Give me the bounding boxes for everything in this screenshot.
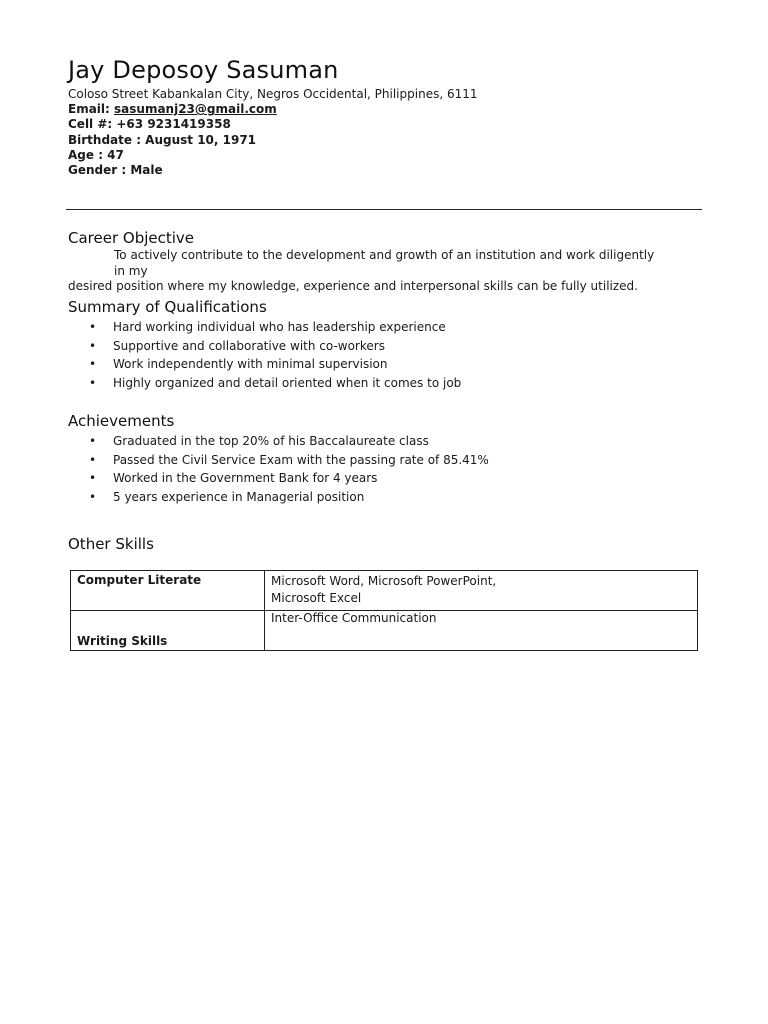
list-item (68, 469, 489, 488)
list-item-text: Highly organized and detail oriented when it comes to job (113, 376, 462, 391)
list-item (68, 337, 461, 356)
email-line (68, 102, 478, 117)
email-label: Email: (68, 102, 115, 117)
qualifications-list (68, 318, 461, 393)
achievements-list (68, 432, 489, 507)
address: Coloso Street Kabankalan City, Negros Occidental, Philippines, 6111 (68, 87, 478, 101)
career-objective-text (68, 248, 668, 295)
skill-label: Writing Skills (71, 611, 265, 651)
cell-number: Cell #: +63 9231419358 (68, 117, 231, 132)
bullet-icon: • (89, 376, 97, 391)
bullet-icon: • (89, 338, 97, 353)
skills-table (70, 570, 698, 651)
list-item (68, 451, 489, 470)
email-link[interactable]: sasumanj23@gmail.com (114, 102, 277, 117)
applicant-name: Jay Deposoy Sasuman (68, 56, 339, 84)
list-item-text: Supportive and collaborative with co-workers (113, 338, 385, 353)
age: Age : 47 (68, 147, 124, 162)
skill-value-line: Inter-Office Communication (271, 611, 437, 625)
list-item-text: Worked in the Government Bank for 4 years (113, 471, 378, 486)
skill-value-line: Microsoft Word, Microsoft PowerPoint, (271, 574, 497, 588)
objective-line-1: To actively contribute to the development and growth of an institution and work diligently in my (114, 248, 655, 278)
list-item (68, 374, 461, 393)
skill-label: Computer Literate (71, 571, 265, 611)
section-title-qualifications: Summary of Qualifications (68, 298, 267, 316)
skill-value (265, 611, 698, 651)
bullet-icon: • (89, 320, 97, 334)
objective-line-2: desired position where my knowledge, experience and interpersonal skills can be fully utilized. (68, 279, 638, 293)
gender: Gender : Male (68, 163, 163, 178)
list-item (68, 488, 489, 507)
table-row (71, 611, 698, 651)
list-item-text: 5 years experience in Managerial position (113, 490, 365, 505)
section-title-other-skills: Other Skills (68, 535, 154, 553)
list-item (68, 318, 461, 337)
header-divider (66, 209, 702, 210)
bullet-icon: • (89, 471, 97, 486)
list-item (68, 432, 489, 451)
list-item-text: Graduated in the top 20% of his Baccalaureate class (113, 434, 429, 448)
bullet-icon: • (89, 357, 97, 372)
table-row (71, 571, 698, 611)
list-item-text: Hard working individual who has leadership experience (113, 320, 446, 334)
bullet-icon: • (89, 490, 97, 505)
list-item-text: Passed the Civil Service Exam with the passing rate of 85.41% (113, 452, 489, 467)
skill-value (265, 571, 698, 611)
bullet-icon: • (89, 452, 97, 467)
section-title-career-objective: Career Objective (68, 229, 195, 247)
contact-info (68, 87, 478, 178)
list-item (68, 355, 461, 374)
bullet-icon: • (89, 434, 97, 448)
skill-value-line: Microsoft Excel (271, 591, 362, 605)
birthdate: Birthdate : August 10, 1971 (68, 132, 257, 147)
section-title-achievements: Achievements (68, 412, 175, 430)
list-item-text: Work independently with minimal supervision (113, 357, 388, 372)
